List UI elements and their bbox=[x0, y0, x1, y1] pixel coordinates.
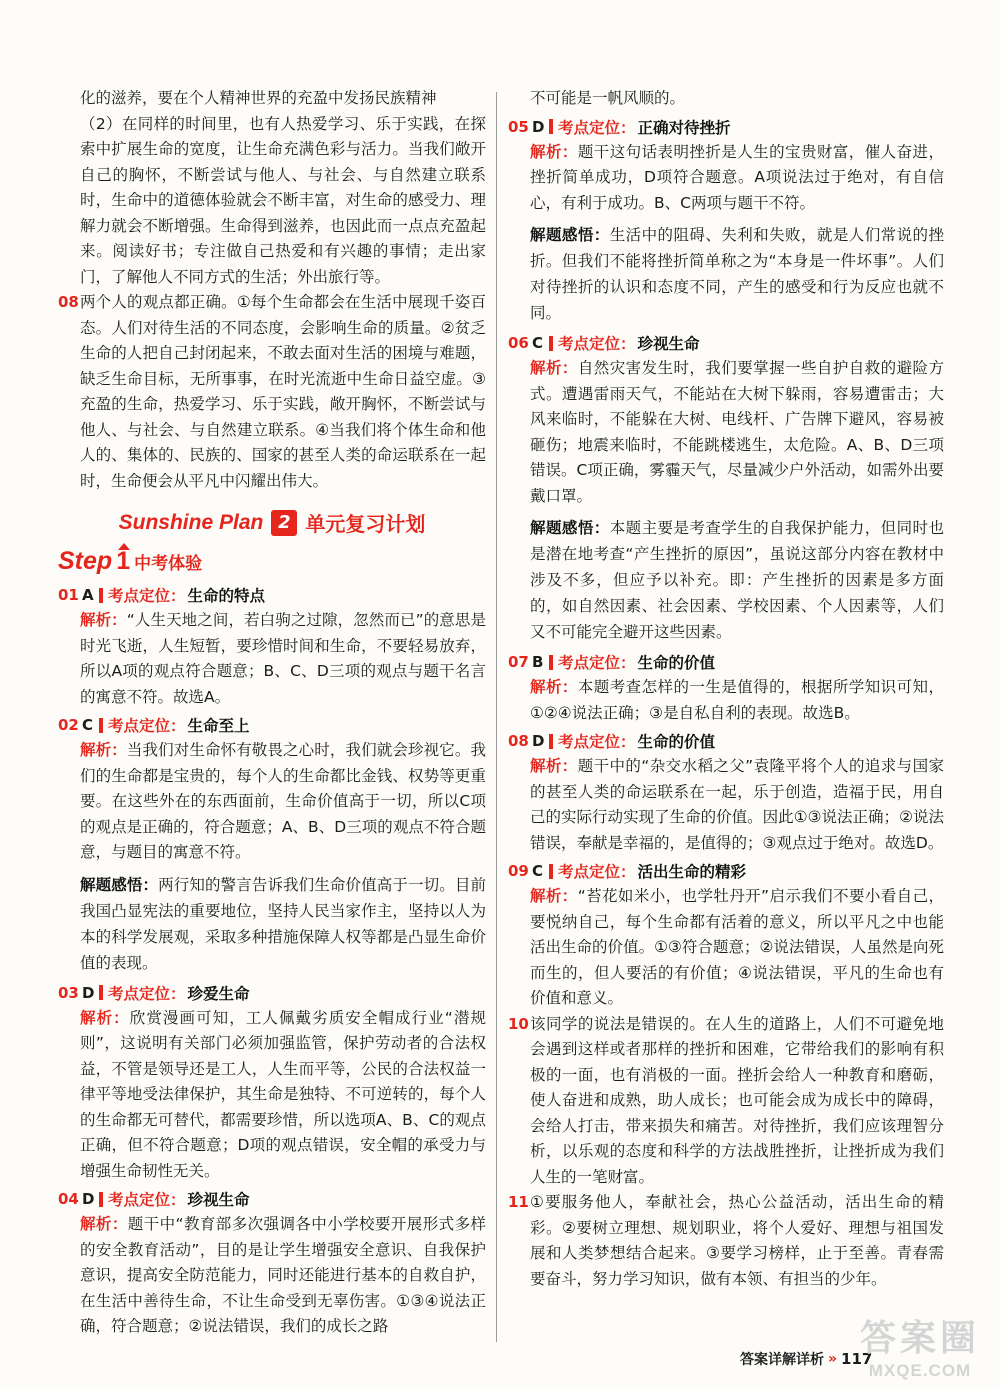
kd-label: 考点定位： bbox=[558, 335, 636, 353]
plan-badge: 2 bbox=[271, 510, 297, 536]
question-header bbox=[508, 728, 944, 754]
analysis-text: “苔花如米小，也学牡丹开”启示我们不要小看自己，要悦纳自己，每个生命都有活着的意义，所以平凡之中也能活出生命的价值。①③符合题意；②说法错误，人虽然是向死而生的，但人要活的有价值；④说法错误，平凡的生命也有价值和意义。 bbox=[530, 887, 944, 1007]
answer-letter: D bbox=[82, 983, 95, 1002]
insight-label: 解题感悟： bbox=[80, 875, 159, 894]
analysis bbox=[508, 884, 944, 1012]
marker-bar bbox=[549, 655, 553, 670]
question-block-06 bbox=[508, 330, 944, 645]
insight-label: 解题感悟： bbox=[530, 226, 610, 244]
step-number: 1 bbox=[116, 547, 131, 575]
analysis-label: 解析： bbox=[80, 741, 127, 759]
analysis bbox=[58, 1212, 486, 1340]
question-block-03 bbox=[58, 980, 486, 1185]
insight bbox=[58, 872, 486, 976]
marker-bar bbox=[549, 734, 553, 749]
question-block-08 bbox=[508, 728, 944, 856]
question-number: 05 bbox=[508, 117, 529, 136]
insight-text: 生活中的阻碍、失利和失败，就是人们常说的挫折。但我们不能将挫折简单称之为“本身是一件坏事”。人们对待挫折的认识和态度不同，产生的感受和行为反应也就不同。 bbox=[530, 226, 944, 322]
analysis-label: 解析： bbox=[80, 1215, 128, 1233]
question-number: 02 bbox=[58, 716, 79, 734]
question-header bbox=[58, 980, 486, 1006]
step-title: 中考体验 bbox=[134, 554, 203, 574]
marker-bar bbox=[99, 985, 103, 1000]
answer-letter: A bbox=[82, 586, 94, 604]
topic: 珍视生命 bbox=[187, 1191, 250, 1209]
double-arrow-icon: » bbox=[828, 1351, 838, 1367]
question-number: 01 bbox=[58, 586, 79, 604]
step-word: Step bbox=[58, 547, 113, 575]
analysis-label: 解析： bbox=[530, 359, 578, 377]
topic: 生命的价值 bbox=[637, 733, 716, 751]
answer-letter: C bbox=[532, 334, 544, 352]
analysis-label: 解析： bbox=[530, 757, 578, 775]
answer-letter: D bbox=[532, 117, 545, 136]
question-header bbox=[508, 330, 944, 356]
question-number: 08 bbox=[508, 732, 529, 750]
continued-text-paragraph: （2）在同样的时间里，也有人热爱学习、乐于实践，在探索中扩展生命的宽度，让生命充满色彩与活力。当我们敞开自己的胸怀，不断尝试与他人、与社会、与自然建立联系时，生命中的道德体验就会不断丰富，对生命的感受力、理解力就会不断增强。生命得到滋养，也因此而一点点充盈起来。阅读好书；专注做自己热爱和有兴趣的事情；走出家门，了解他人不同方式的生活；外出旅行等。 bbox=[80, 114, 486, 286]
kd-label: 考点定位： bbox=[108, 587, 186, 605]
kd-label: 考点定位： bbox=[108, 1191, 186, 1209]
right-column bbox=[508, 86, 944, 1292]
topic: 珍视生命 bbox=[637, 335, 700, 353]
analysis bbox=[58, 1006, 486, 1185]
kd-label: 考点定位： bbox=[558, 654, 636, 672]
insight-text: 两行知的警言告诉我们生命价值高于一切。目前我国凸显宪法的重要地位，坚持人民当家作主，坚持以人为本的科学发展观，采取多种措施保障人权等都是凸显生命价值的表现。 bbox=[80, 875, 486, 972]
analysis bbox=[508, 675, 944, 726]
analysis-text: 题干这句话表明挫折是人生的宝贵财富，催人奋进，挫折简单成功，D项符合题意。A项说法过于绝对，有自信心，有利于成功。B、C两项与题干不符。 bbox=[530, 142, 944, 212]
answer-letter: D bbox=[532, 732, 545, 750]
column-divider bbox=[496, 92, 497, 1342]
question-block-04 bbox=[58, 1186, 486, 1340]
analysis bbox=[508, 754, 944, 856]
question-number: 06 bbox=[508, 334, 529, 352]
analysis-text: 当我们对生命怀有敬畏之心时，我们就会珍视它。我们的生命都是宝贵的，每个人的生命都比金钱、权势等更重要。在这些外在的东西面前，生命价值高于一切，所以C项的观点是正确的，符合题意；A、B、D三项的观点不符合题意，与题目的寓意不符。 bbox=[80, 741, 486, 861]
question-header bbox=[508, 114, 944, 140]
topic: 活出生命的精彩 bbox=[637, 863, 747, 881]
answer-letter: C bbox=[532, 862, 544, 880]
question-header bbox=[58, 1186, 486, 1212]
question-block-09 bbox=[508, 858, 944, 1012]
topic: 珍爱生命 bbox=[187, 984, 250, 1003]
marker-bar bbox=[99, 588, 103, 603]
answer-letter: C bbox=[82, 716, 94, 734]
kd-label: 考点定位： bbox=[108, 717, 186, 735]
left-column bbox=[58, 86, 486, 1340]
question-number: 10 bbox=[508, 1014, 529, 1033]
footer-label: 答案详解详析 bbox=[740, 1352, 824, 1368]
analysis-label: 解析： bbox=[530, 887, 578, 905]
question-number: 07 bbox=[508, 653, 529, 671]
answer-text: 该同学的说法是错误的。在人生的道路上，人们不可避免地会遇到这样或者那样的挫折和困难，它带给我们的影响有积极的一面，也有消极的一面。挫折会给人一种教育和磨砺，使人奋进和成熟，助人成长；也可能会成为成长中的障碍，会给人打击，带来损失和痛苦。对待挫折，我们应该理智分析，以乐观的态度和科学的方法战胜挫折，让挫折成为我们人生的一笔财富。 bbox=[530, 1014, 944, 1186]
analysis-text: 自然灾害发生时，我们要掌握一些自护自救的避险方式。遭遇雷雨天气，不能站在大树下躲雨，容易遭雷击；大风来临时，不能躲在大树、电线杆、广告牌下避风，容易被砸伤；地震来临时，不能跳楼逃生，太危险。A、B、D三项错误。C项正确，雾霾天气，尽量减少户外活动，如需外出要戴口罩。 bbox=[530, 359, 944, 505]
topic: 生命的特点 bbox=[187, 587, 266, 605]
analysis-text: 题干中“教育部多次强调各中小学校要开展形式多样的安全教育活动”，目的是让学生增强安全意识、自我保护意识，提高安全防范能力，同时还能进行基本的自救自护，在生活中善待生命，不让生命受到无辜伤害。①③④说法正确，符合题意；②说法错误，我们的成长之路 bbox=[80, 1215, 486, 1335]
insight bbox=[508, 222, 944, 326]
answer-letter: B bbox=[532, 653, 544, 671]
question-number: 04 bbox=[58, 1190, 79, 1208]
analysis-text: 欣赏漫画可知，工人佩戴劣质安全帽成行业“潜规则”，这说明有关部门必须加强监管，保护劳动者的合法权益，不管是领导还是工人，人生而平等，公民的合法权益一律平等地受法律保护，其生命是独特、不可逆转的，每个人的生命都无可替代，都需要珍惜，所以选项A、B、C的观点正确，但不符合题意；D项的观点错误，安全帽的承受力与增强生命韧性无关。 bbox=[80, 1008, 486, 1180]
kd-label: 考点定位： bbox=[108, 984, 186, 1003]
analysis-label: 解析： bbox=[530, 678, 578, 696]
question-number: 03 bbox=[58, 983, 79, 1002]
continued-text-line: 化的滋养，要在个人精神世界的充盈中发扬民族精神 bbox=[80, 89, 437, 107]
kd-label: 考点定位： bbox=[558, 733, 636, 751]
question-number: 08 bbox=[58, 293, 79, 311]
analysis bbox=[508, 140, 944, 217]
insight bbox=[508, 515, 944, 645]
marker-bar bbox=[549, 864, 553, 879]
watermark-url: MXQE.COM bbox=[868, 1361, 972, 1380]
question-block-05 bbox=[508, 114, 944, 327]
question-block-01 bbox=[58, 582, 486, 710]
topic: 生命的价值 bbox=[637, 654, 716, 672]
analysis-label: 解析： bbox=[80, 1008, 130, 1027]
insight-text: 本题主要是考查学生的自我保护能力，但同时也是潜在地考查“产生挫折的原因”，虽说这部分内容在教材中涉及不多，但应予以补充。即：产生挫折的因素是多方面的，如自然因素、社会因素、学校因素、个人因素等，人们又不可能完全避开这些因素。 bbox=[530, 519, 944, 641]
question-header bbox=[508, 649, 944, 675]
page-number: 117 bbox=[841, 1350, 873, 1368]
question-header bbox=[508, 858, 944, 884]
question-block-07 bbox=[508, 649, 944, 726]
question-number: 11 bbox=[508, 1193, 529, 1211]
plan-prefix: Sunshine Plan bbox=[118, 510, 264, 534]
watermark bbox=[840, 1310, 1000, 1381]
topic: 生命至上 bbox=[187, 717, 250, 735]
answer-11 bbox=[508, 1190, 944, 1292]
marker-bar bbox=[549, 336, 553, 351]
answer-text: ①要服务他人，奉献社会，热心公益活动，活出生命的精彩。②要树立理想、规划职业，将个人爱好、理想与祖国发展和人类梦想结合起来。③要学习榜样，止于至善。青春需要奋斗，努力学习知识，做有本领、有担当的少年。 bbox=[530, 1193, 944, 1288]
analysis bbox=[58, 608, 486, 710]
kd-label: 考点定位： bbox=[558, 118, 636, 137]
plan-title: 单元复习计划 bbox=[305, 512, 426, 536]
analysis-text: “人生天地之间，若白驹之过隙，忽然而已”的意思是时光飞逝，人生短暂，要珍惜时间和生命，不要轻易放弃，所以A项的观点符合题意；B、C、D三项的观点与题干名言的寓意不符。故选A。 bbox=[80, 611, 486, 706]
question-number: 09 bbox=[508, 862, 529, 880]
sunshine-plan-banner bbox=[58, 508, 486, 537]
analysis bbox=[58, 738, 486, 866]
marker-bar bbox=[549, 119, 553, 134]
answer-letter: D bbox=[82, 1190, 95, 1208]
kd-label: 考点定位： bbox=[558, 863, 636, 881]
watermark-logo: 答案圈 bbox=[859, 1317, 980, 1358]
analysis-text: 本题考查怎样的一生是值得的，根据所学知识可知，①②④说法正确；③是自私自利的表现。故选B。 bbox=[530, 678, 944, 722]
question-header bbox=[58, 582, 486, 608]
question-block-02 bbox=[58, 712, 486, 976]
question-header bbox=[58, 712, 486, 738]
marker-bar bbox=[99, 718, 103, 733]
step-heading bbox=[58, 547, 486, 576]
analysis-text: 题干中的“杂交水稻之父”袁隆平将个人的追求与国家的甚至人类的命运联系在一起，乐于创造，造福于民，用自己的实际行动实现了生命的价值。因此①③说法正确；②说法错误，奉献是幸福的，是值得的；③观点过于绝对。故选D。 bbox=[530, 757, 944, 852]
answer-text: 两个人的观点都正确。①每个生命都会在生活中展现千姿百态。人们对待生活的不同态度，会影响生命的质量。②贫乏生命的人把自己封闭起来，不敢去面对生活的困境与难题，缺乏生命目标，无所事事，在时光流逝中生命日益空虚。③充盈的生命，热爱学习、乐于实践，敞开胸怀，不断尝试与他人、与社会、与自然建立联系。④当我们将个体生命和他人的、集体的、民族的、国家的甚至人类的命运联系在一起时，生命便会从平凡中闪耀出伟大。 bbox=[80, 293, 486, 490]
insight-label: 解题感悟： bbox=[530, 519, 610, 537]
answer-08-prev bbox=[58, 290, 486, 494]
analysis bbox=[508, 356, 944, 509]
topic: 正确对待挫折 bbox=[637, 118, 731, 137]
analysis-label: 解析： bbox=[80, 611, 127, 629]
marker-bar bbox=[99, 1192, 103, 1207]
continued-text-line: 不可能是一帆风顺的。 bbox=[530, 89, 686, 107]
analysis-label: 解析： bbox=[530, 142, 578, 161]
answer-10 bbox=[508, 1012, 944, 1191]
